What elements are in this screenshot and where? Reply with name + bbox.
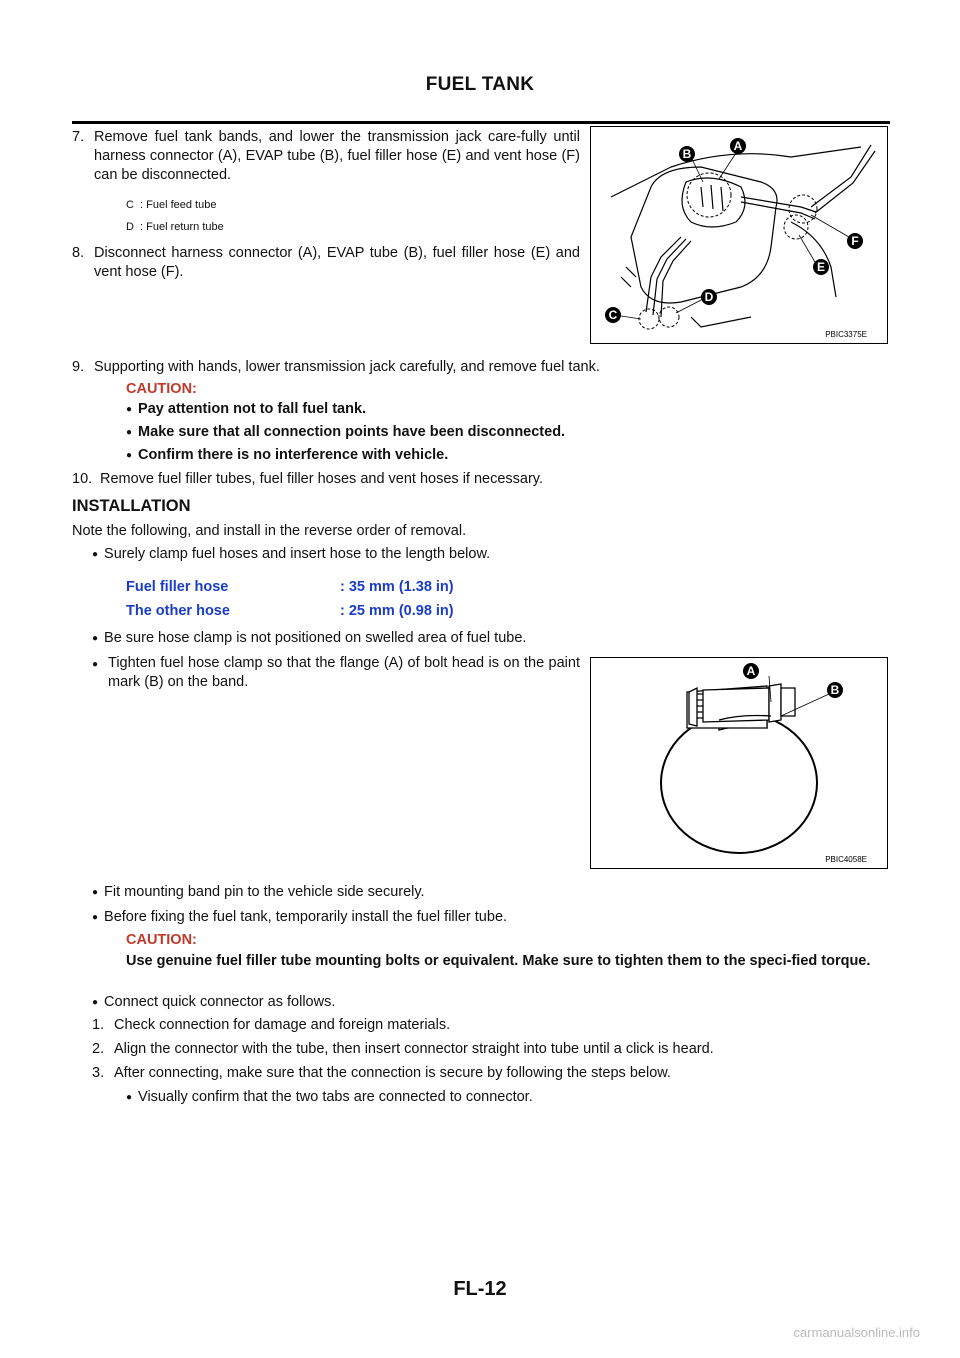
fig1-label-e: E: [816, 260, 826, 274]
installation-intro: Note the following, and install in the reverse order of removal.: [72, 523, 467, 539]
step-10-number: 10.: [72, 471, 93, 487]
caution-1-item-2: ● Make sure that all connection points have been disconnected.: [126, 424, 565, 440]
installation-bullet-2: ● Be sure hose clamp is not positioned on swelled area of fuel tube.: [92, 629, 526, 649]
step-9: [72, 358, 890, 377]
connect-step-3: 3. After connecting, make sure that the connection is secure by following the steps below.: [92, 1065, 671, 1081]
spec-fuel-filler-hose-name: Fuel filler hose: [126, 579, 229, 595]
legend-c-key: C: [126, 199, 134, 211]
step-10: [72, 470, 890, 489]
spec-other-hose-value: : 25 mm (0.98 in): [340, 603, 454, 619]
legend-c: [126, 198, 216, 212]
legend-c-text: : Fuel feed tube: [140, 199, 217, 211]
fuel-tank-diagram: [591, 127, 887, 343]
page-title: FUEL TANK: [425, 74, 535, 95]
installation-bullet-6: ● Connect quick connector as follows.: [92, 993, 335, 1013]
fig1-label-f: F: [851, 234, 859, 248]
step-10-text: Remove fuel filler tubes, fuel filler hoses and vent hoses if necessary.: [100, 471, 544, 487]
installation-bullet-3: ● Tighten fuel hose clamp so that the flange (A) of bolt head is on the paint mark (B) on the band.: [92, 654, 580, 692]
hose-clamp-diagram: [591, 658, 887, 868]
installation-bullet-1: ● Surely clamp fuel hoses and insert hose to the length below.: [92, 545, 490, 565]
step-8-text: Disconnect harness connector (A), EVAP tube (B), fuel filler hose (E) and vent hose (F).: [94, 245, 580, 280]
caution-2-label: CAUTION:: [126, 932, 197, 948]
spec-other-hose-name: The other hose: [126, 603, 230, 619]
connect-sub-bullet: ● Visually confirm that the two tabs are connected to connector.: [126, 1088, 533, 1108]
connect-step-1: 1. Check connection for damage and foreign materials.: [92, 1017, 451, 1033]
legend-d-key: D: [126, 221, 134, 233]
spec-fuel-filler-hose-value: : 35 mm (1.38 in): [340, 579, 454, 595]
installation-bullet-5: ● Before fixing the fuel tank, temporarily install the fuel filler tube.: [92, 908, 507, 928]
installation-heading: INSTALLATION: [72, 497, 191, 515]
step-7-number: 7.: [72, 129, 85, 145]
fig1-label-d: D: [704, 290, 714, 304]
caution-1-label: CAUTION:: [126, 381, 197, 397]
figure-hose-clamp: [590, 657, 888, 869]
legend-d: [126, 220, 224, 234]
installation-bullet-4: ● Fit mounting band pin to the vehicle side securely.: [92, 883, 425, 903]
step-8: [72, 244, 580, 282]
fig2-code: PBIC4058E: [825, 855, 867, 864]
step-7-text: Remove fuel tank bands, and lower the transmission jack care-fully until harness connector (A), EVAP tube (B), fuel filler hose (E) and vent hose (F) can be disconnected.: [94, 129, 580, 183]
step-8-number: 8.: [72, 245, 85, 261]
fig2-label-b: B: [830, 683, 840, 697]
caution-2-text: Use genuine fuel filler tube mounting bolts or equivalent. Make sure to tighten them to the speci-fied torque.: [126, 953, 871, 969]
fig1-label-c: C: [608, 308, 618, 322]
fig2-label-a: A: [746, 664, 756, 678]
connect-step-2: 2. Align the connector with the tube, then insert connector straight into tube until a click is heard.: [92, 1041, 714, 1057]
legend-d-text: : Fuel return tube: [140, 221, 224, 233]
caution-1-item-3: ● Confirm there is no interference with vehicle.: [126, 447, 448, 463]
step-9-text: Supporting with hands, lower transmission jack carefully, and remove fuel tank.: [94, 359, 600, 375]
fig1-label-a: A: [733, 139, 743, 153]
watermark: carmanualsonline.info: [793, 1325, 920, 1340]
header-rule: [72, 121, 890, 124]
fig1-label-b: B: [682, 147, 692, 161]
step-9-number: 9.: [72, 359, 85, 375]
fig1-code: PBIC3375E: [825, 330, 867, 339]
figure-fuel-tank-connections: [590, 126, 888, 344]
page-number: FL-12: [453, 1278, 507, 1300]
step-7: [72, 128, 580, 185]
caution-1-item-1: ● Pay attention not to fall fuel tank.: [126, 401, 366, 417]
bullet-dot: ●: [92, 659, 99, 670]
